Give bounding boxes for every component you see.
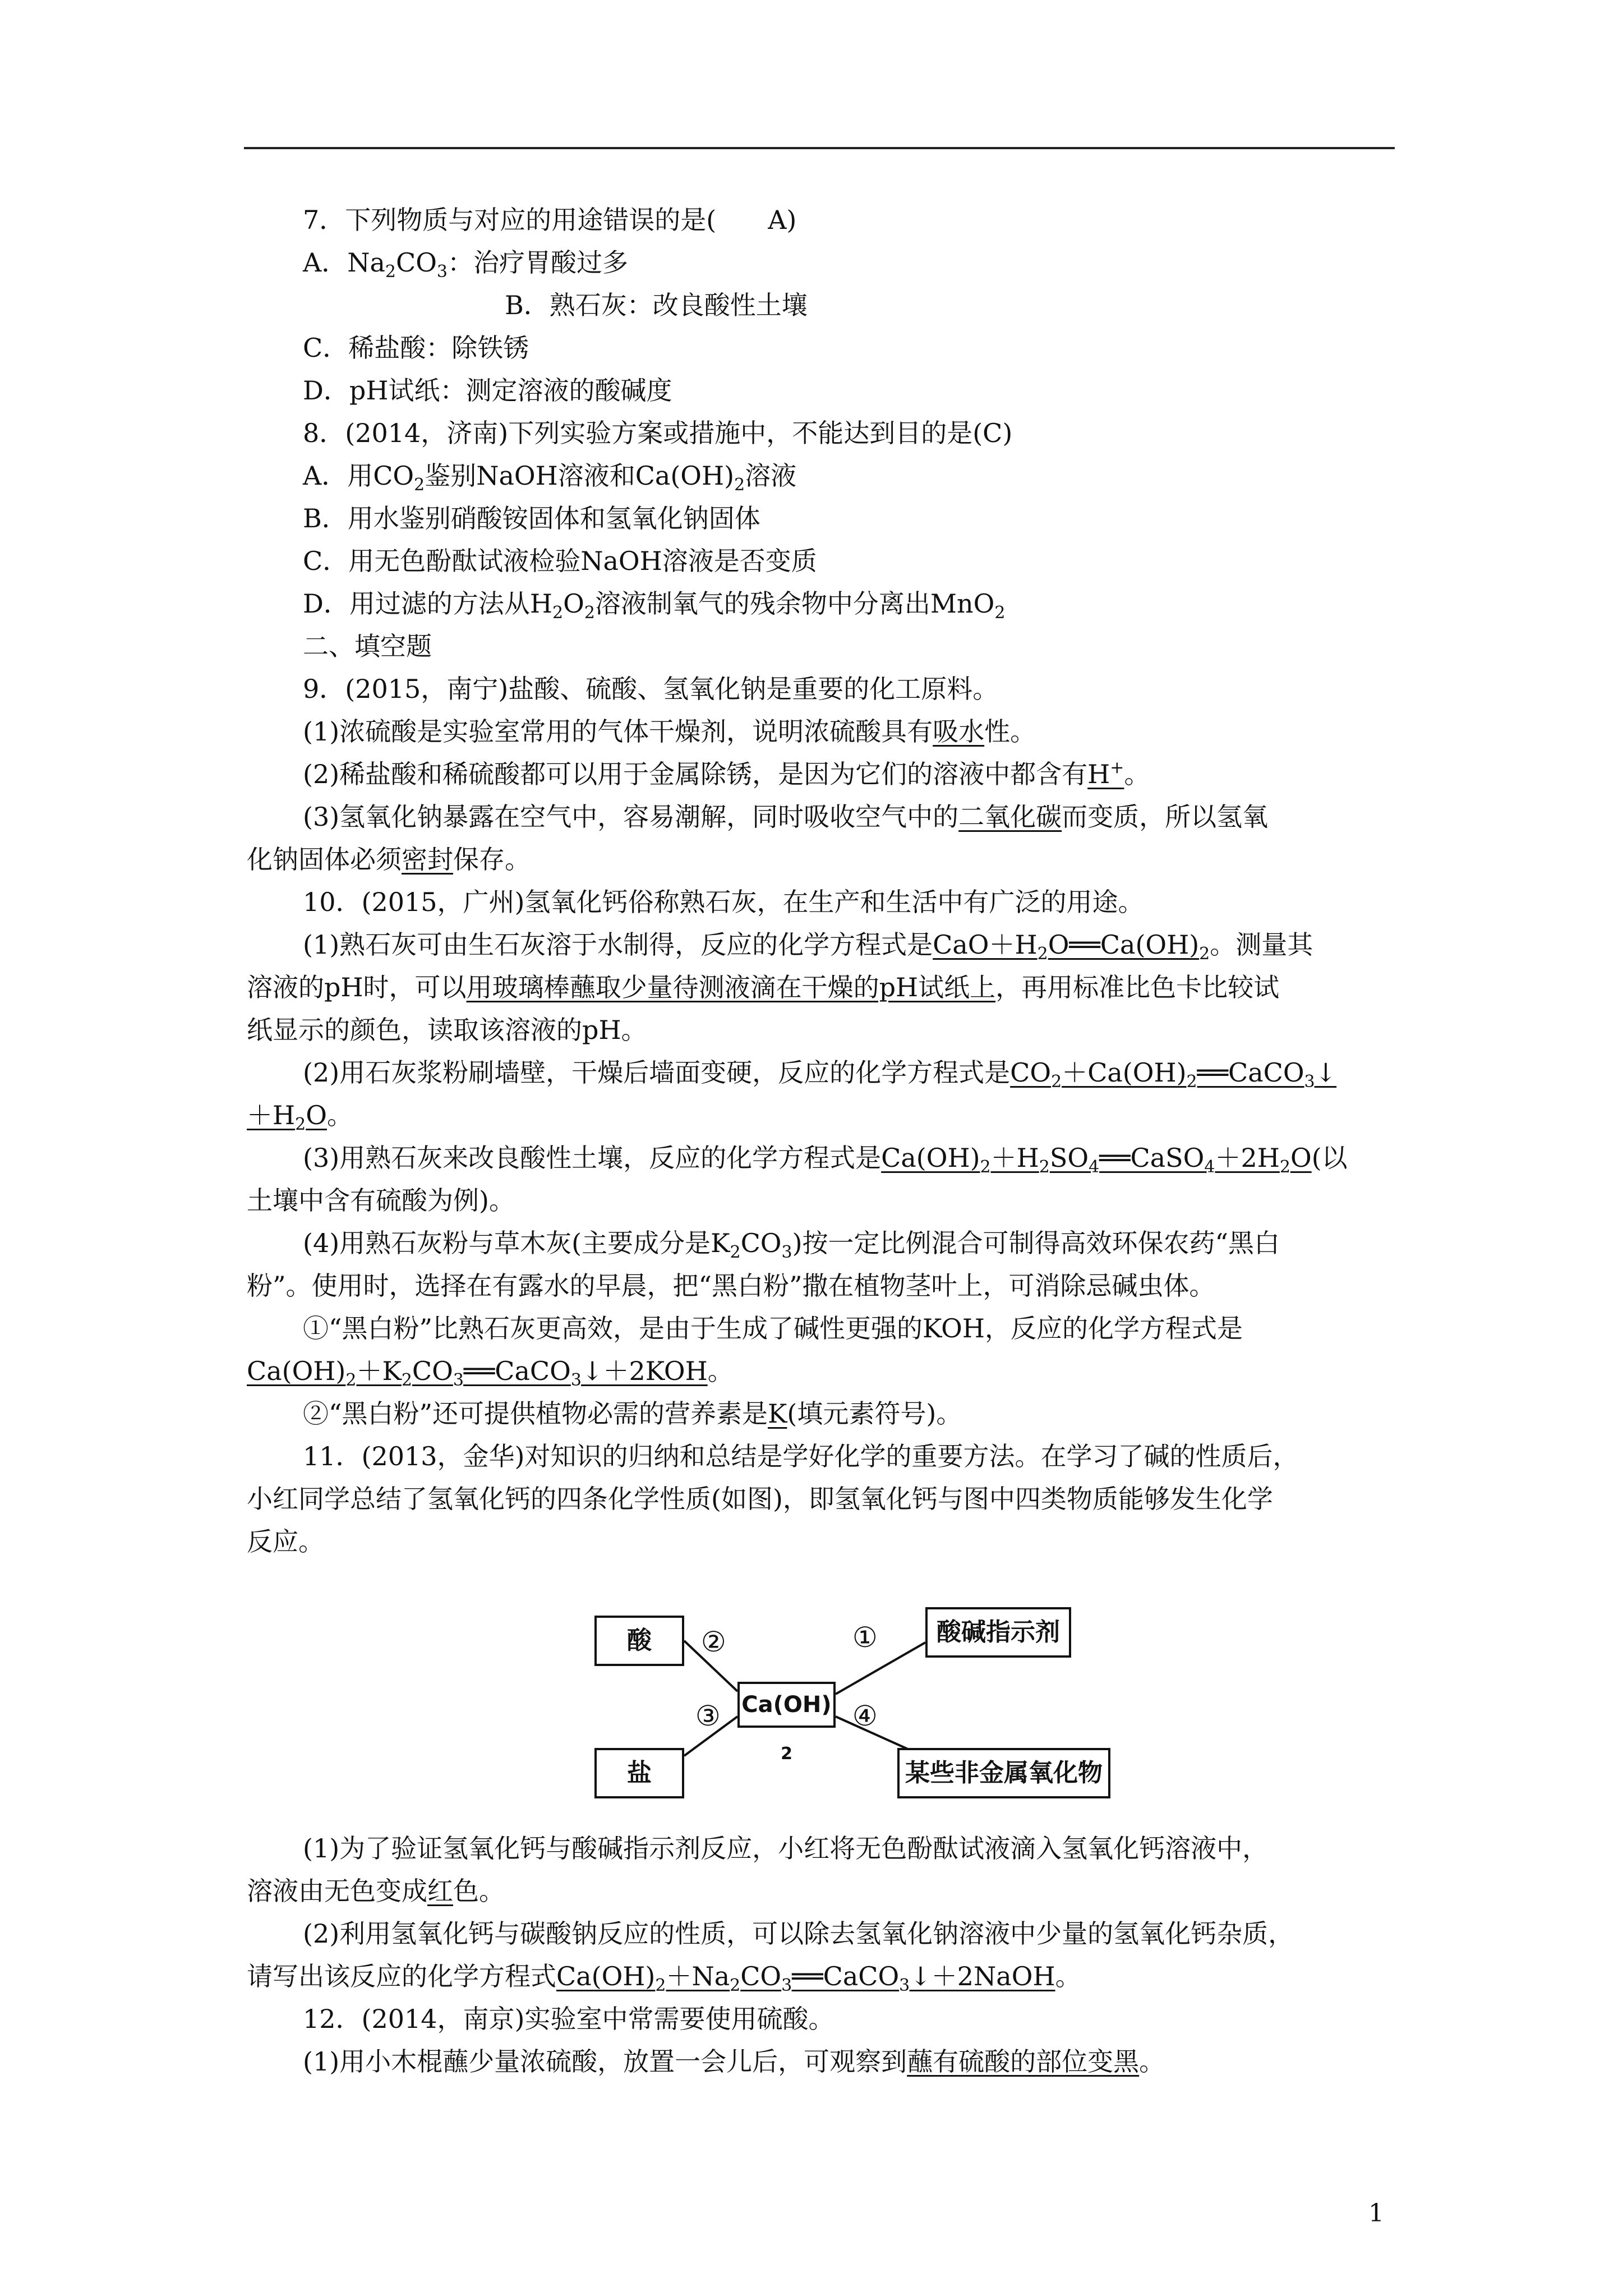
box-acid: 酸	[594, 1616, 684, 1666]
q11-stem-1: 11．(2013，金华)对知识的归纳和总结是学好化学的重要方法。在学习了碱的性质后，	[303, 1441, 1299, 1471]
label-1: ①	[852, 1621, 878, 1654]
q10-stem: 10．(2015，广州)氢氧化钙俗称熟石灰，在生产和生活中有广泛的用途。	[303, 887, 1144, 917]
q11-part1: (1)为了验证氢氧化钙与酸碱指示剂反应，小红将无色酚酞试液滴入氢氧化钙溶液中，	[303, 1833, 1269, 1864]
connector-indicator	[836, 1642, 925, 1694]
q11-stem-2: 小红同学总结了氢氧化钙的四条化学性质(如图)，即氢氧化钙与图中四类物质能够发生化学	[247, 1484, 1273, 1514]
q10-part1: (1)熟石灰可由生石灰溶于水制得，反应的化学方程式是$CaO+H_2O══Ca(OH)_2$。测量其	[303, 930, 1313, 964]
q10-answer-k: K	[768, 1398, 787, 1429]
page-number: 1	[1368, 2199, 1384, 2228]
label-3: ③	[695, 1700, 721, 1732]
q9-stem: 9．(2015，南宁)盐酸、硫酸、氢氧化钠是重要的化工原料。	[303, 674, 999, 704]
q9-part3: (3)氢氧化钠暴露在空气中，容易潮解，同时吸收空气中的二氧化碳而变质，所以氢氧	[303, 802, 1269, 832]
q10-sub1-equation: $Ca(OH)_2+K_2CO_3══CaCO_3↓+2KOH$。	[247, 1356, 734, 1390]
q10-part3: (3)用熟石灰来改良酸性土壤，反应的化学方程式是$Ca(OH)_2+H_2SO_4══CaSO_4+2H_2O$(以	[303, 1143, 1348, 1177]
q8-stem: 8．(2014，济南)下列实验方案或措施中，不能达到目的是(C)	[303, 418, 1013, 448]
q10-equation-1: $CaO+H_2O══Ca(OH)_2$	[933, 930, 1210, 964]
q10-part2-cont: $+H_2O$。	[247, 1100, 353, 1134]
q11-part1-cont: 溶液由无色变成红色。	[247, 1876, 505, 1906]
q11-stem-3: 反应。	[247, 1526, 324, 1557]
q9-answer-3: 二氧化碳	[958, 802, 1062, 832]
q8-option-b: B．用水鉴别硝酸铵固体和氢氧化钠固体	[303, 503, 760, 533]
q11-part2: (2)利用氢氧化钙与碳酸钠反应的性质，可以除去氢氧化钠溶液中少量的氢氧化钙杂质，	[303, 1918, 1294, 1949]
q10-sub1: ①“黑白粉”比熟石灰更高效，是由于生成了碱性更强的KOH，反应的化学方程式是	[303, 1313, 1243, 1343]
q7-option-a: A．$Na_2CO_3$：治疗胃酸过多	[303, 247, 629, 282]
q11-part2-cont: 请写出该反应的化学方程式$Ca(OH)_2+Na_2CO_3══CaCO_3↓+2NaOH$。	[247, 1961, 1081, 1995]
q12-part1: (1)用小木棍蘸少量浓硫酸，放置一会儿后，可观察到蘸有硫酸的部位变黑。	[303, 2046, 1165, 2077]
q11-equation: $Ca(OH)_2+Na_2CO_3══CaCO_3↓+2NaOH$	[556, 1961, 1055, 1995]
q9-part2: (2)稀盐酸和稀硫酸都可以用于金属除锈，是因为它们的溶液中都含有H+。	[303, 758, 1150, 789]
q10-part3-cont: 土壤中含有硫酸为例)。	[247, 1185, 515, 1216]
q10-equation-3: $Ca(OH)_2+H_2SO_4══CaSO_4+2H_2O$	[881, 1143, 1312, 1177]
section-heading-fill-in: 二、填空题	[303, 631, 432, 661]
box-caoh2: Ca(OH) $_2$	[737, 1682, 836, 1728]
q8-option-a: A．用$CO_2$鉴别NaOH溶液和$Ca(OH)_2$溶液	[303, 461, 797, 495]
q12-stem: 12．(2014，南京)实验室中常需要使用硫酸。	[303, 2004, 834, 2034]
q12-answer-1: 蘸有硫酸的部位变黑	[907, 2046, 1140, 2077]
q9-answer-2: H+	[1087, 758, 1124, 789]
q9-answer-4: 密封	[402, 844, 453, 875]
q10-part1-cont2: 纸显示的颜色，读取该溶液的pH。	[247, 1015, 647, 1045]
q10-equation-4: $Ca(OH)_2+K_2CO_3══CaCO_3↓+2KOH$	[247, 1356, 708, 1390]
box-salt: 盐	[594, 1748, 684, 1798]
q11-answer-red: 红	[427, 1876, 453, 1906]
box-nonmetal-oxide: 某些非金属氧化物	[897, 1748, 1110, 1798]
q10-part1-cont: 溶液的pH时，可以用玻璃棒蘸取少量待测液滴在干燥的pH试纸上，再用标准比色卡比较试	[247, 972, 1280, 1002]
box-indicator: 酸碱指示剂	[925, 1607, 1071, 1658]
q10-part4-cont: 粉”。使用时，选择在有露水的早晨，把“黑白粉”撒在植物茎叶上，可消除忌碱虫体。	[247, 1271, 1215, 1301]
label-4: ④	[852, 1700, 878, 1732]
q10-part4: (4)用熟石灰粉与草木灰(主要成分是$K_2CO_3$)按一定比例混合可制得高效环保农药“黑白	[303, 1228, 1280, 1262]
q7-option-b: B．熟石灰：改良酸性土壤	[505, 290, 808, 320]
q9-part1: (1)浓硫酸是实验室常用的气体干燥剂，说明浓硫酸具有吸水性。	[303, 716, 1036, 747]
q9-part3-cont: 化钠固体必须密封保存。	[247, 844, 531, 875]
caoh2-properties-diagram	[583, 1593, 1122, 1806]
q7-option-c: C．稀盐酸：除铁锈	[303, 333, 529, 363]
q10-part2: (2)用石灰浆粉刷墙壁，干燥后墙面变硬，反应的化学方程式是$CO_2+Ca(OH)_2══CaCO_3↓$	[303, 1057, 1337, 1092]
q10-answer-ph-method: 用玻璃棒蘸取少量待测液滴在干燥的pH试纸上	[466, 972, 996, 1002]
q8-option-c: C．用无色酚酞试液检验NaOH溶液是否变质	[303, 546, 817, 576]
label-2: ②	[701, 1626, 726, 1658]
q10-sub2: ②“黑白粉”还可提供植物必需的营养素是K(填元素符号)。	[303, 1398, 962, 1429]
header-rule	[244, 147, 1395, 149]
q7-stem: 7．下列物质与对应的用途错误的是( A)	[303, 205, 797, 235]
q8-option-d: D．用过滤的方法从$H_2O_2$溶液制氧气的残余物中分离出MnO$_2$	[303, 588, 1006, 623]
q9-answer-1: 吸水	[933, 716, 985, 747]
q10-equation-2: $CO_2+Ca(OH)_2══CaCO_3↓$	[1010, 1057, 1337, 1092]
q7-option-d: D．pH试纸：测定溶液的酸碱度	[303, 375, 672, 406]
